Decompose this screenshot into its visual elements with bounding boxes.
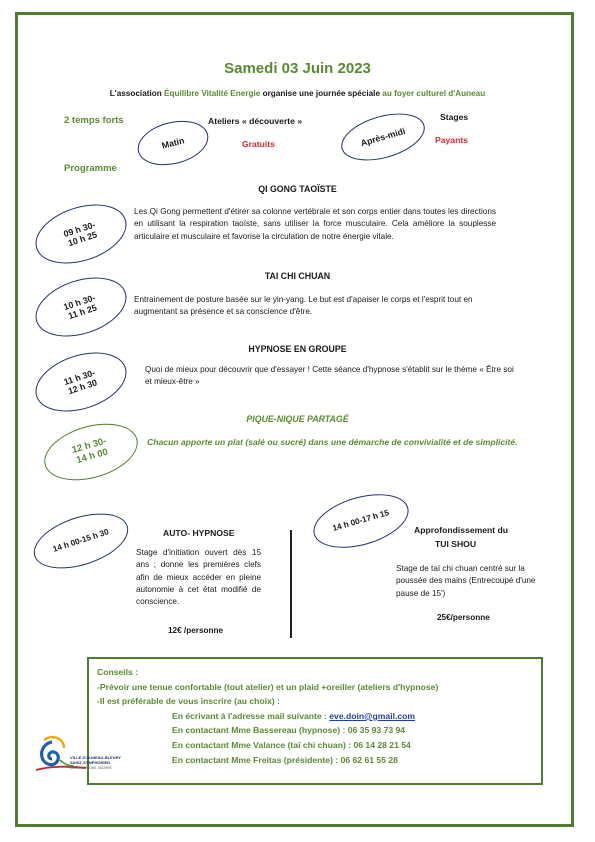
time-oval-hypnose: 11 h 30- 12 h 30 bbox=[28, 342, 134, 422]
description-tuishou: Stage de taï chi chuan centré sur la poussée des mains (Entrecoupé d'une pause de 15') bbox=[396, 564, 536, 598]
section-title-piquenique: PIQUE-NIQUE PARTAGÉ bbox=[246, 414, 349, 424]
description-hypnose: Quoi de mieux pour découvrir que d'essayer ! Cette séance d'hypnose s'établit sur le thème « Être soi et mieux-être » bbox=[145, 365, 514, 387]
time-oval-qigong: 09 h 30- 10 h 25 bbox=[28, 194, 134, 274]
description-autohypnose: Stage d'initiation ouvert dès 15 ans ; donne les premières clefs afin de mieux accéder en pleine autonomie à cet état modifié de conscience. bbox=[136, 548, 261, 607]
matin-oval: Matin bbox=[133, 114, 213, 172]
afternoon-divider bbox=[290, 530, 292, 638]
venue: au foyer culturel d'Auneau bbox=[382, 89, 486, 98]
contact-bassereau: En contactant Mme Bassereau (hypnose) : 06 35 93 73 94 bbox=[172, 725, 406, 736]
price-tuishou: 25€/personne bbox=[437, 613, 490, 622]
description-qigong: Les Qi Gong permettent d'étirer sa colonne vertébrale et son corps entier dans toutes les directions en utilisant la respiration taoïste, sans utiliser la force musculaire. Cela améliore la souplesse articulaire et musculaire et favorise la circulation de notre énergie vitale. bbox=[134, 207, 496, 241]
gratuits-label: Gratuits bbox=[242, 139, 275, 149]
conseils-heading: Conseils : bbox=[97, 667, 139, 677]
time-oval-taichi: 10 h 30- 11 h 25 bbox=[28, 267, 134, 347]
title-autohypnose: AUTO- HYPNOSE bbox=[163, 528, 235, 538]
time-oval-piquenique: 12 h 30- 14 h 00 bbox=[38, 414, 145, 490]
stages-label: Stages bbox=[440, 112, 469, 122]
section-title-qigong: QI GONG TAOÏSTE bbox=[258, 184, 337, 194]
conseils-tenue: -Prévoir une tenue confortable (tout atelier) et un plaid +oreiller (ateliers d'hypnose) bbox=[97, 681, 439, 692]
conseils-inscription: -Il est préférable de vous inscrire (au choix) : bbox=[97, 696, 280, 707]
ateliers-label: Ateliers « découverte » bbox=[208, 116, 303, 126]
title-tuishou-line2: TUI SHOU bbox=[435, 539, 477, 549]
page-title: Samedi 03 Juin 2023 bbox=[224, 60, 371, 77]
time-oval-tuishou: 14 h 00-17 h 15 bbox=[307, 484, 414, 557]
contact-valance: En contactant Mme Valance (taï chi chuan) : 06 14 28 21 54 bbox=[172, 740, 411, 751]
description-piquenique: Chacun apporte un plat (salé ou sucré) dans une démarche de convivialité et de simplicité. bbox=[147, 437, 518, 447]
time-oval-autohypnose: 14 h 00-15 h 30 bbox=[27, 503, 135, 579]
title-tuishou-line1: Approfondissement du bbox=[414, 525, 509, 535]
email-link[interactable]: eve.doin@gmail.com bbox=[329, 710, 416, 721]
programme-label: Programme bbox=[64, 163, 117, 174]
apres-midi-oval: Après-midi bbox=[336, 105, 430, 169]
section-title-taichi: TAI CHI CHUAN bbox=[264, 271, 331, 281]
association-name: Équilibre Vitalité Energie bbox=[164, 89, 261, 98]
intro-line: L'association Équilibre Vitalité Energie organise une journée spéciale au foyer culturel d'Auneau bbox=[109, 89, 486, 98]
contact-freitas: En contactant Mme Freitas (présidente) : 06 62 61 55 28 bbox=[172, 754, 398, 765]
conseils-email-line: En écrivant à l'adresse mail suivante : eve.doin@gmail.com bbox=[172, 710, 416, 721]
logo-text: VILLE D'AUNEAU-BLEURY SAINT-SYMPHORIEN Cultivons nos racines bbox=[70, 755, 122, 771]
price-autohypnose: 12€ /personne bbox=[168, 626, 224, 635]
section-title-hypnose: HYPNOSE EN GROUPE bbox=[248, 344, 347, 354]
temps-forts-label: 2 temps forts bbox=[64, 115, 124, 126]
description-taichi: Entrainement de posture basée sur le yin-yang. Le but est d'apaiser le corps et l'esprit tout en augmentant sa présence et sa conscience d'être. bbox=[134, 295, 473, 317]
payants-label: Payants bbox=[435, 135, 468, 145]
conseils-box bbox=[87, 657, 543, 785]
